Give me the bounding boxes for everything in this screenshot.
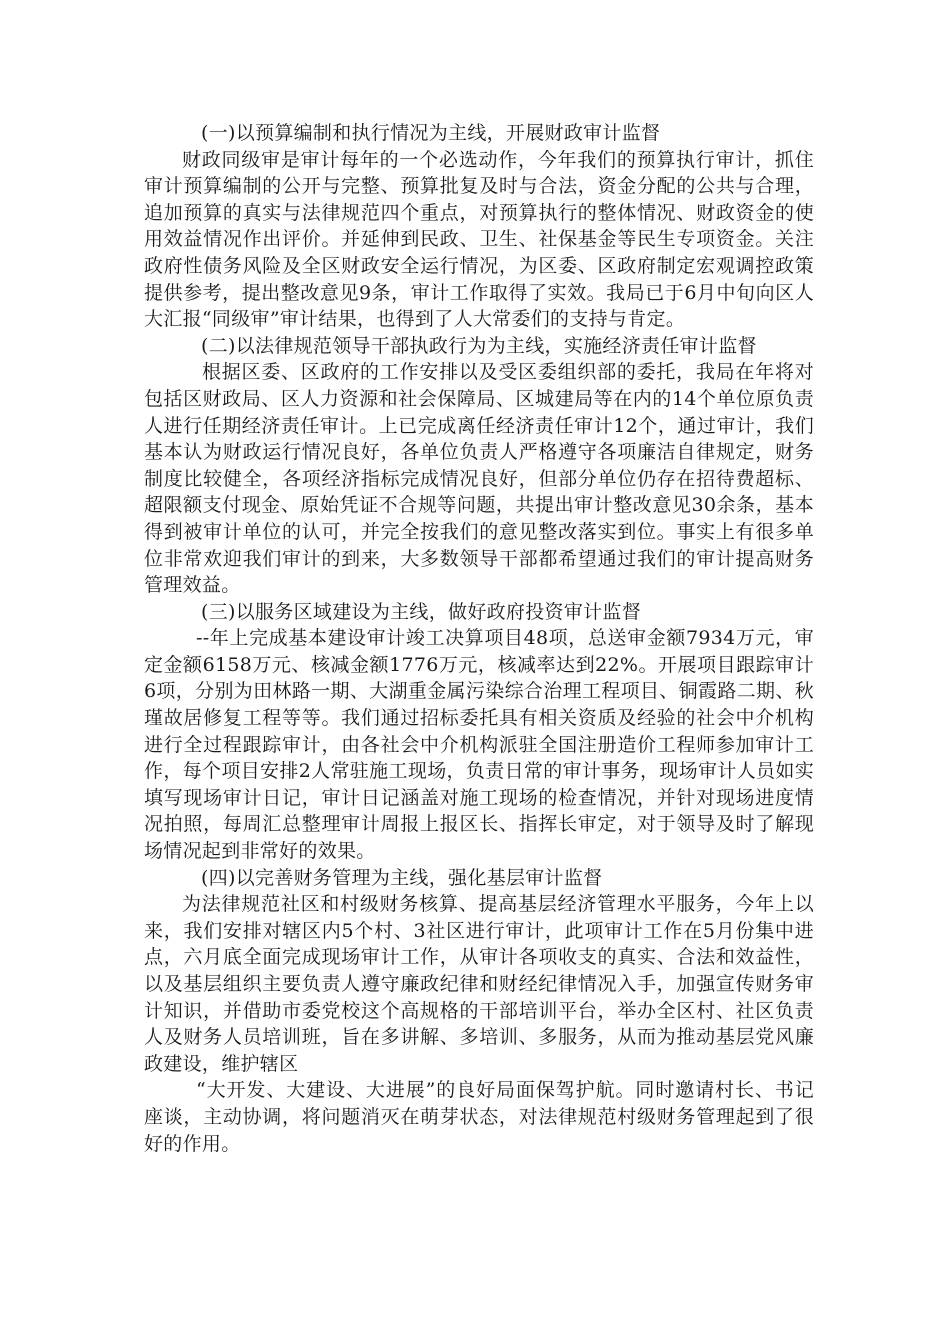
section-1-heading: (一)以预算编制和执行情况为主线，开展财政审计监督: [201, 122, 661, 144]
section-2-heading: (二)以法律规范领导干部执政行为为主线，实施经济责任审计监督: [201, 334, 757, 357]
section-2-paragraph: 根据区委、区政府的工作安排以及受区委组织部的委托，我局在年将对包括区财政局、区人力资源和社会保障局、区城建局等在内的14个单位原负责人进行任期经济责任审计。上已完成离任经济责任审计12个，通过审计，我们基本认为财政运行情况良好，各单位负责人严格遵守各项廉洁自律规定，财务制度比较健全，各项经济指标完成情况良好，但部分单位仍存在招待费超标、超限额支付现金、原始凭证不合规等问题，共提出审计整改意见30余条，基本得到被审计单位的认可，并完全按我们的意见整改落实到位。事实上有很多单位非常欢迎我们审计的到来，大多数领导干部都希望通过我们的审计提高财务管理效益。: [144, 361, 814, 597]
section-3-paragraph: --年上完成基本建设审计竣工决算项目48项，总送审金额7934万元，审定金额6158万元、核减金额1776万元，核减率达到22%。开展项目跟踪审计6项，分别为田林路一期、大湖重金属污染综合治理工程项目、铜霞路二期、秋瑾故居修复工程等等。我们通过招标委托具有相关资质及经验的社会中介机构进行全过程跟踪审计，由各社会中介机构派驻全国注册造价工程师参加审计工作，每个项目安排2人常驻施工现场，负责日常的审计事务，现场审计人员如实填写现场审计日记，审计日记涵盖对施工现场的检查情况，并针对现场进度情况拍照，每周汇总整理审计周报上报区长、指挥长审定，对于领导及时了解现场情况起到非常好的效果。: [144, 627, 814, 863]
section-4-paragraph-2: “大开发、大建设、大进展”的良好局面保驾护航。同时邀请村长、书记座谈，主动协调，将问题消灭在萌芽状态，对法律规范村级财务管理起到了很好的作用。: [144, 1079, 814, 1155]
document-page: [144, 120, 814, 1157]
section-4-paragraph-1: 为法律规范社区和村级财务核算、提高基层经济管理水平服务，今年上以来，我们安排对辖区内5个村、3社区进行审计，此项审计工作在5月份集中进点，六月底全面完成现场审计工作，从审计各项收支的真实、合法和效益性，以及基层组织主要负责人遵守廉政纪律和财经纪律情况入手，加强宣传财务审计知识，并借助市委党校这个高规格的干部培训平台，举办全区村、社区负责人及财务人员培训班，旨在多讲解、多培训、多服务，从而为推动基层党风廉政建设，维护辖区: [144, 893, 814, 1075]
section-4-heading: (四)以完善财务管理为主线，强化基层审计监督: [201, 866, 603, 889]
section-3-heading: (三)以服务区域建设为主线，做好政府投资审计监督: [201, 600, 642, 623]
section-1-paragraph: 财政同级审是审计每年的一个必选动作，今年我们的预算执行审计，抓住审计预算编制的公开与完整、预算批复及时与合法，资金分配的公共与合理，追加预算的真实与法律规范四个重点，对预算执行的整体情况、财政资金的使用效益情况作出评价。并延伸到民政、卫生、社保基金等民生专项资金。关注政府性债务风险及全区财政安全运行情况，为区委、区政府制定宏观调控政策提供参考，提出整改意见9条，审计工作取得了实效。我局已于6月中旬向区人大汇报“同级审”审计结果，也得到了人大常委们的支持与肯定。: [144, 148, 814, 331]
